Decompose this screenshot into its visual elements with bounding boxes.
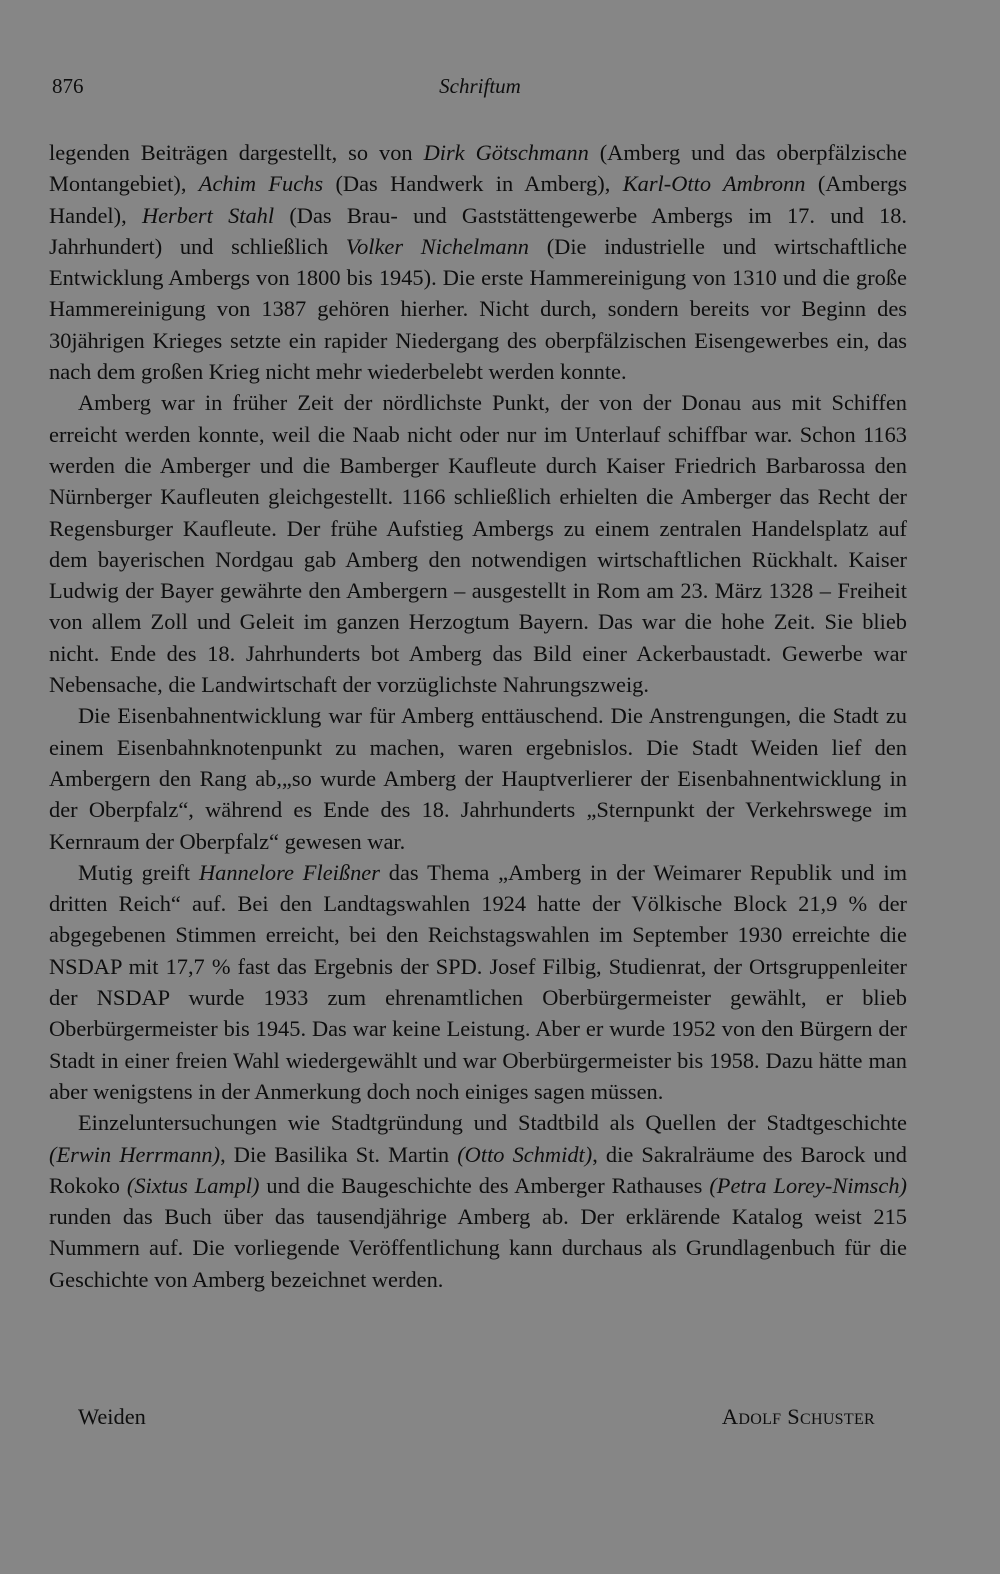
signature-place: Weiden xyxy=(78,1404,146,1429)
text-run: Einzeluntersuchungen wie Stadtgründung und Stadtbild als Quellen der Stadtgeschichte xyxy=(78,1110,907,1136)
italic-name: Dirk Götschmann xyxy=(423,140,589,165)
text-run: und die Baugeschichte des Amberger Rathauses xyxy=(259,1172,710,1198)
italic-name: (Otto Schmidt) xyxy=(457,1141,593,1167)
italic-name: Hannelore Fleißner xyxy=(199,859,380,885)
body-paragraph xyxy=(49,857,907,1107)
text-run: das Thema „Amberg in der Weimarer Republik und im dritten Reich“ auf. Bei den Landtagswahlen 1924 hatte der Völkische Block 21,9 % der abgegebenen Stimmen erreicht, bei den Reichstagswahlen im September 1930 erreichte die NSDAP mit 17,7 % fast das Ergebnis der SPD. Josef Filbig, Studienrat, der Ortsgruppenleiter der NSDAP wurde 1933 zum ehrenamtlichen Oberbürgermeister gewählt, er blieb Oberbürgermeister bis 1945. Das war keine Leistung. Aber er wurde 1952 von den Bürgern der Stadt in einer freien Wahl wiedergewählt und war Oberbürgermeister bis 1958. Dazu hätte man aber wenigstens in der Anmerkung doch noch einiges sagen müssen. xyxy=(49,859,907,1104)
body-paragraph xyxy=(49,387,907,700)
text-run: Die Eisenbahnentwicklung war für Amberg enttäuschend. Die Anstrengungen, die Stadt zu einem Eisenbahnknotenpunkt zu machen, waren ergebnislos. Die Stadt Weiden lief den Ambergern den Rang ab,„so wurde Amberg der Hauptverlierer der Eisenbahnentwicklung in der Oberpfalz“, während es Ende des 18. Jahrhunderts „Sternpunkt der Verkehrswege im Kernraum der Oberpfalz“ gewesen war. xyxy=(49,703,907,854)
section-title: Schriftum xyxy=(439,74,521,98)
italic-name: Achim Fuchs xyxy=(198,171,324,197)
italic-name: Karl-Otto Ambronn xyxy=(622,171,806,197)
text-run: Mutig greift xyxy=(78,859,199,885)
italic-name: (Sixtus Lampl) xyxy=(126,1172,260,1198)
italic-name: (Petra Lorey-Nimsch) xyxy=(709,1172,907,1198)
body-paragraph xyxy=(49,1107,907,1295)
text-run: , die Sakralräume des Barock und Rokoko xyxy=(49,1141,908,1198)
signature-author: Adolf Schuster xyxy=(721,1404,875,1429)
text-run: (Das Handwerk in Amberg), xyxy=(323,171,623,197)
italic-name: Herbert Stahl xyxy=(141,202,275,228)
italic-name: (Erwin Herrmann) xyxy=(49,1141,221,1167)
text-run: (Ambergs Handel), xyxy=(49,171,908,228)
text-run: , Die Basilika St. Martin xyxy=(220,1141,458,1167)
text-run: (Das Brau- und Gaststättengewerbe Ambergs im 17. und 18. Jahrhundert) und schließlich xyxy=(49,202,908,259)
text-run: (Die industrielle und wirtschaftliche Entwicklung Ambergs von 1800 bis 1945). Die erste Hammereinigung von 1310 und die große Hammereinigung von 1387 gehören hierher. Nicht durch, sondern bereits vor Beginn des 30jährigen Krieges setzte ein rapider Niedergang des oberpfälzischen Eisengewerbes ein, das nach dem großen Krieg nicht mehr wiederbelebt werden konnte. xyxy=(49,233,907,385)
text-run: (Amberg und das oberpfälzische Montangebiet), xyxy=(49,140,907,197)
page-number: 876 xyxy=(52,74,84,98)
text-run: runden das Buch über das tausendjährige Amberg ab. Der erklärende Katalog weist 215 Nummern auf. Die vorliegende Veröffentlichung kann durchaus als Grundlagenbuch für die Geschichte von Amberg bezeichnet werden. xyxy=(49,1204,907,1292)
body-paragraph xyxy=(49,700,907,856)
italic-name: Volker Nichelmann xyxy=(345,233,529,259)
running-head xyxy=(52,74,908,104)
text-run: legenden Beiträgen dargestellt, so von xyxy=(49,140,424,165)
body-text xyxy=(49,137,907,1295)
text-run: Amberg war in früher Zeit der nördlichste Punkt, der von der Donau aus mit Schiffen erreicht werden konnte, weil die Naab nicht oder nur im Unterlauf schiffbar war. Schon 1163 werden die Amberger und die Bamberger Kaufleute durch Kaiser Friedrich Barbarossa den Nürnberger Kaufleuten gleichgestellt. 1166 schließlich erhielten die Amberger das Recht der Regensburger Kaufleute. Der frühe Aufstieg Ambergs zu einem zentralen Handelsplatz auf dem bayerischen Nordgau gab Amberg den notwendigen wirtschaftlichen Rückhalt. Kaiser Ludwig der Bayer gewährte den Ambergern – ausgestellt in Rom am 23. März 1328 – Freiheit von allem Zoll und Geleit im ganzen Herzogtum Bayern. Das war die hohe Zeit. Sie blieb nicht. Ende des 18. Jahrhunderts bot Amberg das Bild einer Ackerbaustadt. Gewerbe war Nebensache, die Landwirtschaft der vorzüglichste Nahrungszweig. xyxy=(49,390,907,698)
body-paragraph xyxy=(49,137,907,387)
